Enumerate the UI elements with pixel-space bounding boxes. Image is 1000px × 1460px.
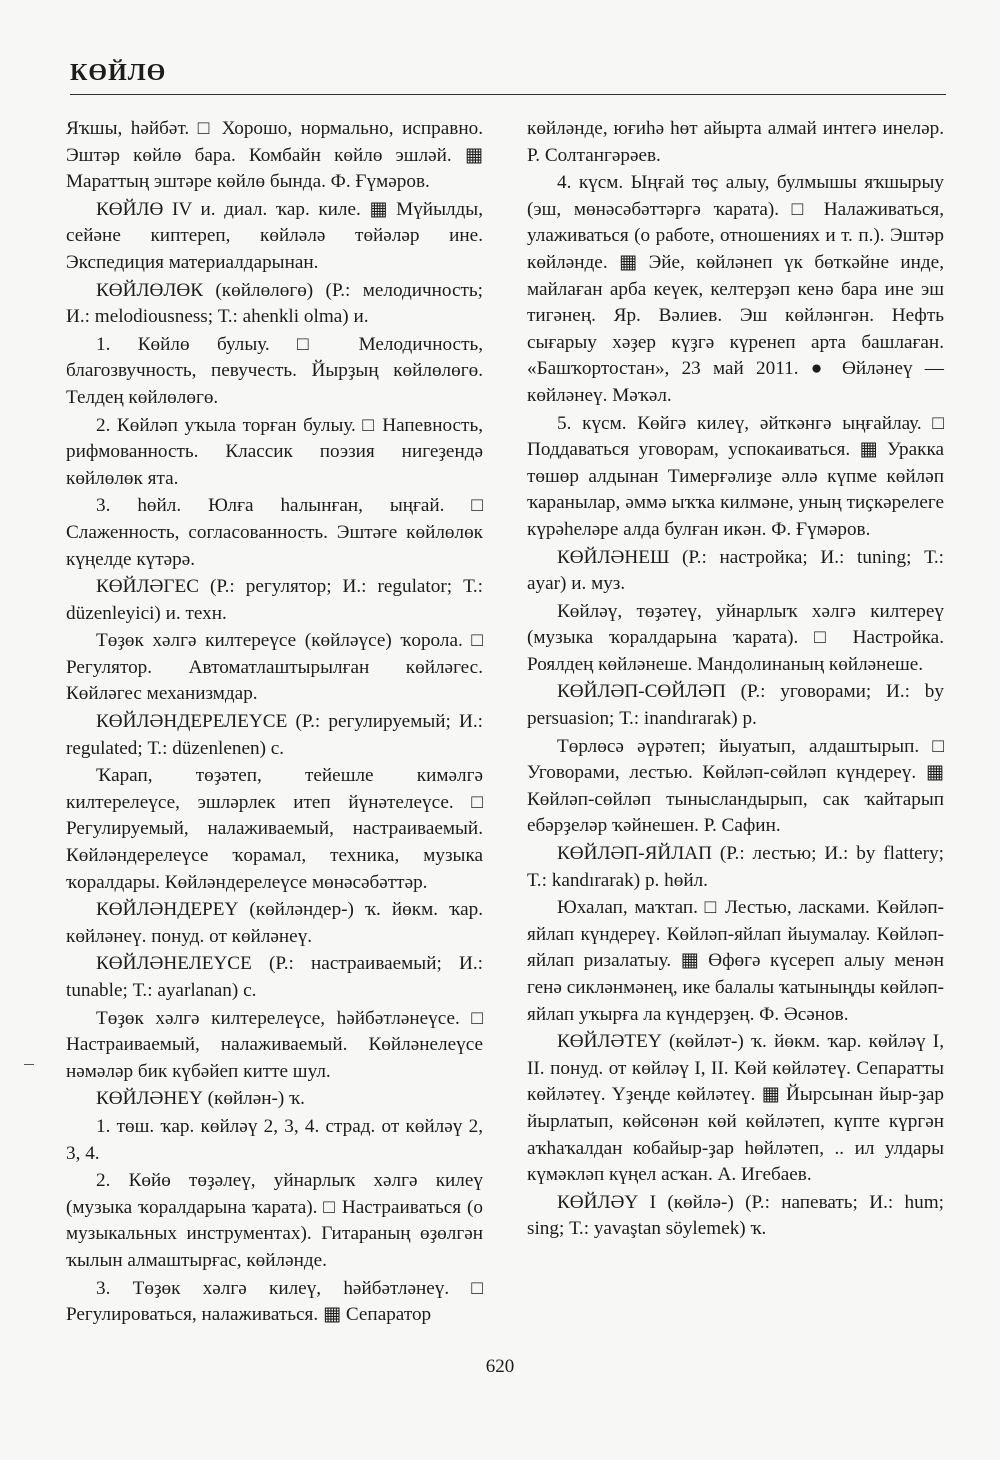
- entry-paragraph: КӨЙЛӨЛӨК (көйлөлөгө) (Р.: мелодичность; И.: melodiousness; Т.: ahenkli olma) и.: [66, 279, 483, 328]
- entry-paragraph: Төҙөк хәлгә килтереүсе (көйләүсе) ҡорола. □ Регулятор. Автоматлаштырылған көйләгес. Көйләгес механизмдар.: [66, 630, 483, 705]
- margin-mark: [24, 1064, 34, 1065]
- entry-paragraph: көйләнде, юғиһә һөт айырта алмай интегә инеләр. Р. Солтангәрәев.: [527, 118, 944, 166]
- page-header-title: КӨЙЛӨ: [70, 60, 167, 86]
- entry-paragraph: 3. һөйл. Юлға һалынған, ыңғай. □ Слаженность, согласованность. Эштәге көйлөлөк күңелде күтәрә.: [66, 495, 483, 570]
- entry-paragraph: КӨЙЛӘНЕҮ (көйлән-) ҡ.: [96, 1088, 305, 1110]
- entry-paragraph: Төҙөк хәлгә килтерелеүсе, һәйбәтләнеүсе. □ Настраиваемый, налаживаемый. Көйләнелеүсе нәмәләр бик күбәйеп китте шул.: [66, 1007, 483, 1082]
- entry-paragraph: КӨЙЛӘНЕШ (Р.: настройка; И.: tuning; Т.: ayar) и. муз.: [527, 546, 944, 595]
- entry-paragraph: КӨЙЛӘГЕС (Р.: регулятор; И.: regulator; Т.: düzenleyici) и. техн.: [66, 576, 483, 624]
- right-column: [527, 116, 944, 1244]
- entry-paragraph: КӨЙЛӘҮ I (көйлә-) (Р.: напевать; И.: hum; sing; Т.: yavaştan söylemek) ҡ.: [527, 1191, 944, 1240]
- entry-paragraph: КӨЙЛӘНЕЛЕҮСЕ (Р.: настраиваемый; И.: tunable; Т.: ayarlanan) с.: [66, 953, 483, 1001]
- entry-paragraph: КӨЙЛӘТЕҮ (көйләт-) ҡ. йөкм. ҡар. көйләү I, II. понуд. от көйләү I, II. Көй көйләтеү. Сепаратты көйләтеү. Үҙеңде көйләтеү. ▦ Йырсынан йыр-ҙар йырлатып, көйсөнән көй көйләтеп, күпте күргән аҡһаҡалдан кобайыр-ҙар һөйләтеп, .. ил улдары күмәкләп күңел асҡан. А. Игебаев.: [527, 1031, 944, 1186]
- entry-paragraph: 5. күсм. Көйгә килеү, әйткәнгә ыңғайлау. □ Поддаваться уговорам, успокаиваться. ▦ Уракка төшөр алдынан Тимерғәлиҙе әллә күпме көйләп ҡаранылар, әммә ыҡҡа килмәне, уның тиҫкәрелеге күрәһеләре алда булған икән. Ф. Ғүмәров.: [527, 412, 944, 540]
- header-rule: [70, 94, 946, 95]
- entry-paragraph: КӨЙЛӘП-ЯЙЛАП (Р.: лестью; И.: by flattery; Т.: kandırarak) р. һөйл.: [527, 843, 944, 891]
- entry-paragraph: Төрлөсә әүрәтеп; йыуатып, алдаштырып. □ Уговорами, лестью. Көйләп-сөйләп күндереү. ▦ Көйләп-сөйләп тынысландырып, сак ҡайтарып ебәрҙеләр ҡәйнешен. Р. Сафин.: [527, 735, 944, 837]
- page-number: 620: [485, 1356, 515, 1377]
- entry-paragraph: 2. Көйө төҙәлеү, уйнарлыҡ хәлгә килеү (музыка ҡоралдарына ҡарата). □ Настраиваться (о музыкальных инструментах). Гитараның өҙөлгән ҡылын алмаштырғас, көйләнде.: [66, 1170, 483, 1271]
- entry-paragraph: КӨЙЛӘП-СӨЙЛӘП (Р.: уговорами; И.: by persuasion; Т.: inandırarak) р.: [527, 681, 944, 730]
- entry-paragraph: КӨЙЛӘНДЕРЕЛЕҮСЕ (Р.: регулируемый; И.: regulated; Т.: düzenlenen) с.: [66, 711, 483, 759]
- entry-paragraph: Юхалап, маҡтап. □ Лестью, ласками. Көйләп-яйлап күндереү. Көйләп-яйлап йыумалау. Көйләп-яйлап ризалатыу. ▦ Өфөгә күсереп алыу менән генә сикләнмәнең, ике балалы ҡатыныңды көйләп-яйлап уҡырға ла күндерҙең. Ф. Әсәнов.: [527, 897, 944, 1025]
- entry-paragraph: КӨЙЛӨ IV и. диал. ҡар. киле. ▦ Мүйылды, сейәне киптереп, көйләлә төйәләр ине. Экспедиция материалдарынан.: [66, 198, 483, 273]
- entry-paragraph: Яҡшы, һәйбәт. □ Хорошо, нормально, исправно. Эштәр көйлө бара. Комбайн көйлө эшләй. ▦ Мараттың эштәре көйлө бында. Ф. Ғүмәров.: [66, 118, 483, 193]
- entry-paragraph: 2. Көйләп уҡыла торған булыу. □ Напевность, рифмованность. Классик поэзия нигеҙендә көйлөлөк ята.: [66, 414, 483, 489]
- entry-paragraph: 4. күсм. Ыңғай төҫ алыу, булмышы яҡшырыу (эш, мөнәсәбәттәргә ҡарата). □ Налаживаться, улаживаться (о работе, отношениях и т. п.). Эштәр көйләнде. ▦ Эйе, көйләнеп үк бөткәйне инде, майлаған арба кеүек, келтерҙәп кенә бара ине эш тигәнең. Яр. Вәлиев. Эш көйләнгән. Нефть сығарыу хәҙер күҙгә күренеп арта башлаған. «Башҡортостан», 23 май 2011. ● Өйләнеү — көйләнеү. Мәҡәл.: [527, 172, 944, 406]
- entry-paragraph: Көйләү, төҙәтеү, уйнарлыҡ хәлгә килтереү (музыка ҡоралдарына ҡарата). □ Настройка. Роялдең көйләнеше. Мандолинаның көйләнеше.: [527, 600, 944, 675]
- entry-paragraph: 3. Төҙөк хәлгә килеү, һәйбәтләнеү. □ Регулироваться, налаживаться. ▦ Сепаратор: [66, 1277, 483, 1326]
- entry-paragraph: Ҡарап, төҙәтеп, тейешле кимәлгә килтерелеүсе, эшләрлек итеп йүнәтелеүсе. □ Регулируемый, налаживаемый, настраиваемый. Көйләндерелеүсе ҡорамал, техника, музыка ҡоралдары. Көйләндерелеүсе мөнәсәбәттәр.: [66, 765, 483, 893]
- entry-paragraph: КӨЙЛӘНДЕРЕҮ (көйләндер-) ҡ. йөкм. ҡар. көйләнеү. понуд. от көйләнеү.: [66, 899, 483, 947]
- left-column: [66, 116, 483, 1330]
- entry-paragraph: 1. Көйлө булыу. □ Мелодичность, благозвучность, певучесть. Йырҙың көйлөлөгө. Телдең көйлөлөгө.: [66, 333, 483, 408]
- entry-paragraph: 1. төш. ҡар. көйләү 2, 3, 4. страд. от көйләү 2, 3, 4.: [66, 1115, 483, 1164]
